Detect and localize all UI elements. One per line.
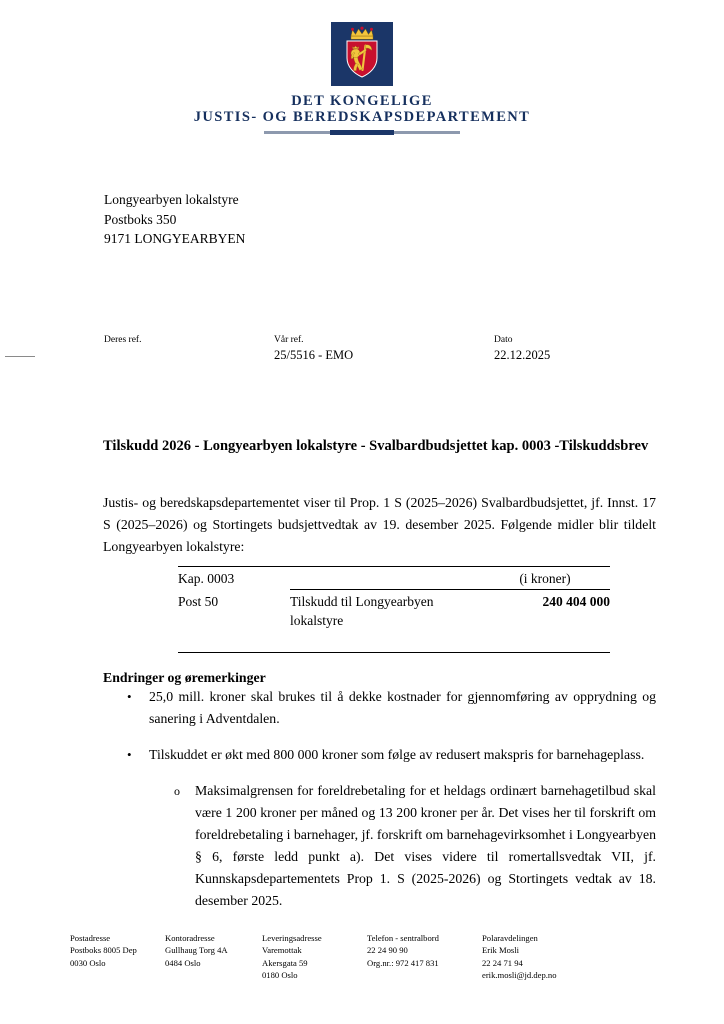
intro-paragraph: Justis- og beredskapsdepartementet viser til Prop. 1 S (2025–2026) Svalbardbudsjettet, jf. Innst. 17 S (2025–2026) og Stortingets budsjettvedtak av 19. desember 2025. Følgende midler blir tildelt Longyearbyen lokalstyre: [103, 495, 656, 554]
footer-column-polaravdelingen [482, 932, 612, 982]
address-line-2: Postboks 350 [104, 211, 177, 227]
var-ref-label: Vår ref. [274, 335, 304, 345]
document-title: Tilskudd 2026 - Longyearbyen lokalstyre - Svalbardbudsjettet kap. 0003 -Tilskuddsbrev [103, 438, 649, 454]
crest-shield-icon [341, 25, 383, 81]
wordmark-line-2: JUSTIS- OG BEREDSKAPSDEPARTEMENT [193, 109, 531, 125]
bullet-marker-icon: • [127, 689, 132, 704]
list-item [103, 744, 656, 912]
bar-segment-center [330, 130, 394, 135]
footer-line: Akersgata 59 [262, 957, 308, 968]
footer-line: Postboks 8005 Dep [70, 945, 137, 956]
footer-column-telefon [367, 932, 482, 969]
footer-column-postadresse [70, 932, 168, 969]
footer-line: 0484 Oslo [165, 957, 201, 968]
table-description-cell: Tilskudd til Longyearbyen lokalstyre [290, 594, 434, 628]
recipient-address [104, 190, 245, 249]
dato-label: Dato [494, 335, 513, 345]
footer-title: Kontoradresse [165, 933, 215, 943]
table-unit-header: (i kroner) [480, 567, 610, 590]
department-wordmark [0, 93, 724, 126]
reference-dato [494, 334, 550, 364]
footer-line: 22 24 71 94 [482, 957, 523, 968]
footer-line: Erik Mosli [482, 945, 520, 956]
letterhead-decorative-bar [264, 130, 460, 135]
table-bottom-border-2 [290, 630, 480, 653]
footer-column-kontoradresse [165, 932, 263, 969]
footer-line: Gullhaug Torg 4A [165, 945, 228, 956]
footer-line: 0030 Oslo [70, 957, 106, 968]
circle-bullet-marker-icon: o [174, 784, 180, 798]
bullet-marker-icon: • [127, 747, 132, 762]
fold-mark [5, 356, 35, 357]
table-bottom-border-1 [178, 630, 290, 653]
var-ref-value: 25/5516 - EMO [274, 348, 354, 362]
sub-list-item [149, 780, 656, 912]
bar-segment-right [394, 131, 460, 134]
reference-deres-ref [104, 334, 141, 347]
reference-var-ref [274, 334, 353, 364]
footer-title: Polaravdelingen [482, 933, 538, 943]
changes-bullet-list [103, 686, 656, 926]
bar-segment-left [264, 131, 330, 134]
footer-line: 0180 Oslo [262, 970, 298, 981]
sub-list-item-text: Maksimalgrensen for foreldrebetaling for et heldags ordinært barnehagetilbud skal være 1 200 kroner per måned og 13 200 kroner per år. Det vises her til forskrift om foreldrebetaling i barnehager, jf. forskrift om barnehagevirksomhet i Longyearbyen § 6, første ledd punkt a). Det vises videre til romertallsvedtak VII, jf. Kunnskapsdepartementets Prop 1. S (2025-2026) og Stortingets vedtak av 18. desember 2025. [195, 783, 656, 908]
deres-ref-label: Deres ref. [104, 335, 142, 345]
list-item-text: Tilskuddet er økt med 800 000 kroner som følge av redusert makspris for barnehageplass. [149, 747, 645, 762]
footer-line: 22 24 90 90 [367, 945, 408, 956]
table-header-row [178, 567, 610, 590]
address-line-3: 9171 LONGYEARBYEN [104, 231, 246, 246]
wordmark-line-1: DET KONGELIGE [291, 93, 433, 109]
footer-column-leveringsadresse [262, 932, 367, 982]
allocation-table [178, 566, 610, 653]
dato-value: 22.12.2025 [494, 348, 551, 362]
footer-title: Postadresse [70, 933, 111, 943]
section-heading: Endringer og øremerkinger [103, 670, 266, 685]
list-item [103, 686, 656, 730]
reference-row [104, 334, 624, 368]
table-amount-cell: 240 404 000 [542, 594, 610, 609]
table-spacer-row [178, 630, 610, 653]
table-chapter-cell: Kap. 0003 [178, 567, 290, 590]
sub-bullet-list [149, 780, 656, 912]
footer-title: Telefon - sentralbord [367, 933, 439, 943]
coat-of-arms-icon [331, 22, 393, 86]
address-line-1: Longyearbyen lokalstyre [104, 192, 239, 207]
footer-line: Varemottak [262, 945, 302, 956]
list-item-text: 25,0 mill. kroner skal brukes til å dekke kostnader for gjennomføring av opprydning og sanering i Adventdalen. [149, 689, 656, 726]
table-post-cell: Post 50 [178, 593, 219, 609]
footer-title: Leveringsadresse [262, 933, 322, 943]
footer-contact-email[interactable]: erik.mosli@jd.dep.no [482, 970, 557, 981]
table-header-spacer [290, 567, 480, 590]
letterhead [0, 22, 724, 135]
footer-line: Org.nr.: 972 417 831 [367, 957, 439, 968]
table-bottom-border-3 [480, 630, 610, 653]
table-row [178, 590, 610, 631]
